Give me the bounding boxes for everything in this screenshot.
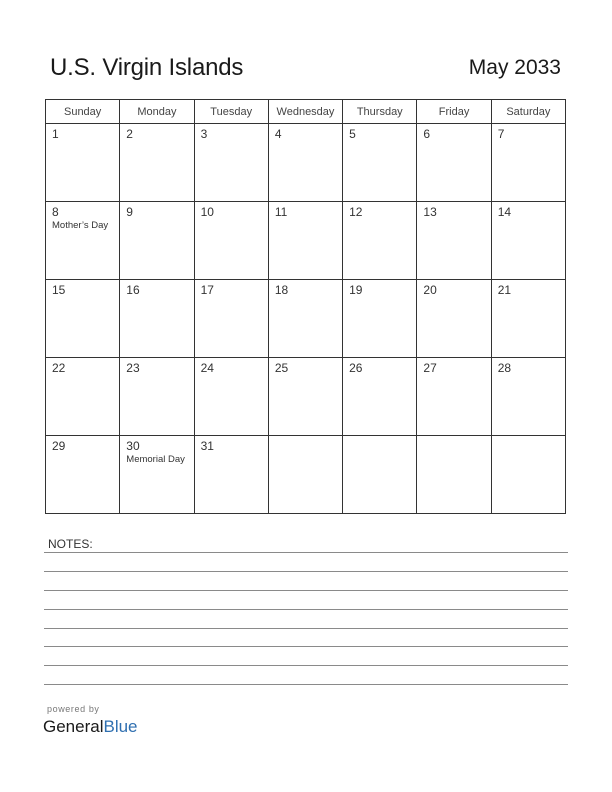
day-number (269, 436, 342, 439)
day-cell (46, 436, 120, 514)
day-cell (120, 280, 194, 358)
day-number: 30 (126, 439, 140, 453)
day-number: 5 (349, 127, 356, 141)
day-cell (194, 280, 268, 358)
day-cell (343, 358, 417, 436)
day-number: 7 (497, 127, 505, 141)
day-number: 27 (423, 361, 437, 375)
day-number: 1 (52, 127, 59, 141)
note-line (44, 590, 568, 591)
note-line (44, 609, 568, 610)
calendar-week-row (46, 280, 566, 358)
day-number: 3 (200, 127, 208, 141)
day-cell (343, 124, 417, 202)
day-number: 25 (274, 361, 289, 375)
weekday-header: Tuesday (194, 100, 268, 124)
day-number: 24 (200, 361, 214, 375)
weekday-header: Saturday (491, 100, 565, 124)
note-line (44, 646, 568, 647)
day-cell (491, 202, 565, 280)
powered-by-text: powered by (47, 704, 100, 714)
day-number: 13 (423, 205, 437, 219)
day-cell (268, 202, 342, 280)
holiday-label: Memorial Day (126, 454, 185, 465)
day-cell (120, 436, 194, 514)
day-cell (491, 358, 565, 436)
note-line (44, 571, 568, 572)
day-number: 16 (126, 283, 140, 297)
weekday-header: Thursday (343, 100, 417, 124)
calendar-body (46, 124, 566, 514)
day-cell (491, 436, 565, 514)
day-number: 26 (349, 361, 363, 375)
day-cell (120, 358, 194, 436)
day-cell (491, 280, 565, 358)
day-cell (417, 358, 491, 436)
day-cell (268, 280, 342, 358)
day-cell (194, 436, 268, 514)
day-number: 23 (126, 361, 140, 375)
day-number: 14 (497, 205, 512, 219)
day-number: 12 (349, 205, 363, 219)
day-cell (268, 436, 342, 514)
day-number: 21 (497, 283, 512, 297)
day-cell (417, 124, 491, 202)
generalblue-logo (43, 717, 138, 737)
day-number: 18 (274, 283, 289, 297)
calendar-week-row (46, 124, 566, 202)
weekday-header: Friday (417, 100, 491, 124)
day-number (492, 436, 565, 439)
calendar-title: U.S. Virgin Islands (50, 54, 244, 81)
day-cell (120, 202, 194, 280)
calendar-grid (45, 99, 566, 514)
weekday-header: Wednesday (268, 100, 342, 124)
month-year-label: May 2033 (468, 56, 561, 79)
day-cell (46, 124, 120, 202)
brand-blue: Blue (103, 717, 138, 736)
note-line (44, 684, 568, 685)
day-cell (194, 124, 268, 202)
calendar-week-row (46, 202, 566, 280)
day-number: 20 (423, 283, 437, 297)
day-number: 8 (52, 205, 59, 219)
day-cell (417, 202, 491, 280)
day-number: 29 (52, 439, 66, 453)
day-number (343, 436, 416, 439)
day-number: 31 (200, 439, 214, 453)
day-number: 17 (200, 283, 214, 297)
day-number: 22 (52, 361, 66, 375)
day-cell (194, 358, 268, 436)
day-number: 11 (274, 205, 288, 219)
weekday-header-row (46, 100, 566, 124)
day-number: 15 (52, 283, 66, 297)
day-cell (46, 358, 120, 436)
day-number: 2 (126, 127, 133, 141)
day-number: 9 (126, 205, 133, 219)
note-line (44, 552, 568, 553)
day-cell (268, 358, 342, 436)
calendar-week-row (46, 358, 566, 436)
day-cell (46, 280, 120, 358)
note-line (44, 665, 568, 666)
day-number (417, 436, 490, 439)
holiday-label: Mother’s Day (52, 220, 109, 231)
day-cell (194, 202, 268, 280)
day-cell (417, 436, 491, 514)
day-cell (343, 436, 417, 514)
day-cell (46, 202, 120, 280)
day-cell (491, 124, 565, 202)
day-number: 28 (497, 361, 512, 375)
brand-general: General (43, 717, 104, 736)
day-cell (417, 280, 491, 358)
calendar-week-row (46, 436, 566, 514)
day-cell (343, 202, 417, 280)
weekday-header: Monday (120, 100, 194, 124)
note-line (44, 628, 568, 629)
day-cell (343, 280, 417, 358)
day-number: 6 (423, 127, 431, 141)
day-number: 4 (274, 127, 282, 141)
notes-label: NOTES: (48, 537, 93, 551)
day-number: 10 (200, 205, 214, 219)
day-cell (268, 124, 342, 202)
day-number: 19 (349, 283, 363, 297)
day-cell (120, 124, 194, 202)
weekday-header: Sunday (46, 100, 120, 124)
